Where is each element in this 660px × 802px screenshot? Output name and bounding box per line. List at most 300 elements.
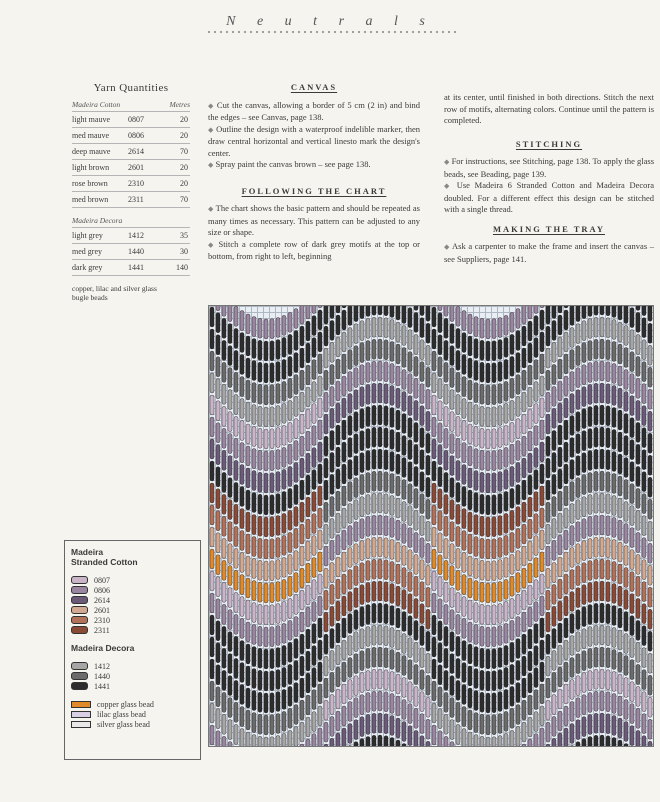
stitch-mark bbox=[354, 588, 358, 608]
diamond-bullet-icon: ◆ bbox=[208, 240, 215, 249]
stitch-mark bbox=[348, 327, 352, 347]
stitch-mark bbox=[402, 721, 406, 741]
stitch-mark bbox=[264, 451, 268, 471]
stitch-mark bbox=[558, 381, 562, 401]
stitch-mark bbox=[294, 419, 298, 439]
stitch-mark bbox=[606, 560, 610, 580]
stitch-mark bbox=[390, 385, 394, 405]
stitch-mark bbox=[420, 560, 424, 580]
stitch-mark bbox=[258, 318, 262, 338]
key-beads-list bbox=[65, 699, 200, 729]
stitch-mark bbox=[444, 670, 448, 690]
stitch-mark bbox=[528, 497, 532, 517]
stitch-mark bbox=[234, 460, 238, 480]
stitch-mark bbox=[342, 420, 346, 440]
stitch-mark bbox=[240, 663, 244, 683]
stitch-mark bbox=[246, 622, 250, 642]
stitch-mark bbox=[288, 488, 292, 508]
stitch-mark bbox=[234, 592, 238, 612]
stitch-mark bbox=[270, 341, 274, 361]
stitch-mark bbox=[288, 620, 292, 640]
stitch-mark bbox=[330, 716, 334, 736]
stitch-mark bbox=[624, 325, 628, 345]
stitch-mark bbox=[594, 625, 598, 645]
stitch-mark bbox=[276, 428, 280, 448]
stitch-mark bbox=[612, 429, 616, 449]
stitch-mark bbox=[618, 366, 622, 386]
stitch-mark bbox=[222, 648, 226, 668]
stitch-mark bbox=[342, 574, 346, 594]
stitch-mark bbox=[240, 685, 244, 705]
diamond-bullet-icon: ◆ bbox=[208, 101, 215, 110]
stitch-mark bbox=[240, 443, 244, 463]
stitch-mark bbox=[384, 670, 388, 690]
stitch-mark bbox=[612, 451, 616, 471]
stitch-mark bbox=[258, 560, 262, 580]
stitch-mark bbox=[516, 617, 520, 637]
stitch-mark bbox=[342, 552, 346, 572]
stitch-mark bbox=[222, 560, 226, 580]
stitch-mark bbox=[408, 418, 412, 438]
stitch-mark bbox=[510, 356, 514, 376]
stitch-mark bbox=[210, 615, 214, 635]
stitch-mark bbox=[462, 399, 466, 419]
stitch-mark bbox=[252, 625, 256, 645]
stitch-mark bbox=[348, 371, 352, 391]
stitch-mark bbox=[576, 522, 580, 542]
stitch-mark bbox=[492, 385, 496, 405]
stitch-mark bbox=[228, 368, 232, 388]
stitch-mark bbox=[534, 470, 538, 490]
stitch-mark bbox=[624, 567, 628, 587]
stitch-mark bbox=[468, 380, 472, 400]
stitch-mark bbox=[582, 306, 586, 319]
key-code: 1440 bbox=[94, 671, 110, 681]
stitch-mark bbox=[642, 406, 646, 426]
stitch-mark bbox=[486, 561, 490, 581]
stitch-mark bbox=[504, 513, 508, 533]
stitch-mark bbox=[276, 340, 280, 360]
stitch-mark bbox=[450, 588, 454, 608]
stitch-mark bbox=[240, 553, 244, 573]
stitch-mark bbox=[636, 730, 640, 746]
stitch-mark bbox=[240, 707, 244, 727]
stitch-mark bbox=[282, 645, 286, 665]
stitch-mark bbox=[300, 436, 304, 456]
stitch-mark bbox=[546, 524, 550, 544]
stitch-mark bbox=[396, 388, 400, 408]
stitch-mark bbox=[492, 715, 496, 735]
stitch-mark bbox=[414, 444, 418, 464]
stitch-mark bbox=[510, 510, 514, 530]
stitch-mark bbox=[456, 394, 460, 414]
stitch-mark bbox=[390, 341, 394, 361]
stitch-mark bbox=[354, 306, 358, 322]
stitch-mark bbox=[222, 450, 226, 470]
stitch-mark bbox=[564, 486, 568, 506]
stitch-mark bbox=[564, 376, 568, 396]
stitch-mark bbox=[432, 659, 436, 679]
stitch-mark bbox=[414, 686, 418, 706]
stitch-mark bbox=[294, 463, 298, 483]
stitch-mark bbox=[486, 737, 490, 746]
stitch-mark bbox=[576, 566, 580, 586]
stitch-mark bbox=[312, 668, 316, 688]
stitch-mark bbox=[246, 402, 250, 422]
stitch-mark bbox=[318, 442, 322, 462]
stitch-mark bbox=[534, 558, 538, 578]
stitch-mark bbox=[246, 358, 250, 378]
stitch-mark bbox=[252, 713, 256, 733]
stitch-mark bbox=[552, 320, 556, 340]
key-code: 2614 bbox=[94, 595, 110, 605]
stitch-mark bbox=[270, 693, 274, 713]
stitch-mark bbox=[564, 706, 568, 726]
stitch-mark bbox=[324, 414, 328, 434]
stitch-mark bbox=[294, 397, 298, 417]
stitch-mark bbox=[330, 584, 334, 604]
stitch-mark bbox=[600, 559, 604, 579]
stitch-mark bbox=[210, 571, 214, 591]
key-code: 0807 bbox=[94, 575, 110, 585]
stitch-mark bbox=[534, 536, 538, 556]
stitch-mark bbox=[402, 699, 406, 719]
stitch-mark bbox=[348, 745, 352, 746]
stitch-mark bbox=[648, 741, 652, 746]
stitch-mark bbox=[642, 362, 646, 382]
stitch-mark bbox=[432, 373, 436, 393]
stitch-mark bbox=[558, 403, 562, 423]
stitch-mark bbox=[312, 448, 316, 468]
stitch-mark bbox=[336, 645, 340, 665]
stitch-mark bbox=[600, 471, 604, 491]
stitch-mark bbox=[606, 362, 610, 382]
bead-icon bbox=[71, 721, 91, 728]
stitch-mark bbox=[330, 606, 334, 626]
yarn-code: 2311 bbox=[128, 195, 144, 204]
stitch-mark bbox=[462, 421, 466, 441]
stitch-mark bbox=[306, 431, 310, 451]
thread-swatch-icon bbox=[71, 576, 88, 584]
stitch-mark bbox=[408, 616, 412, 636]
stitch-mark bbox=[330, 306, 334, 318]
stitch-mark bbox=[270, 429, 274, 449]
stitch-mark bbox=[528, 387, 532, 407]
stitch-mark bbox=[414, 532, 418, 552]
stitch-mark bbox=[456, 504, 460, 524]
stitch-mark bbox=[630, 330, 634, 350]
stitch-mark bbox=[324, 370, 328, 390]
table-row bbox=[72, 127, 190, 143]
stitch-mark bbox=[396, 476, 400, 496]
stitch-mark bbox=[540, 530, 544, 550]
stitch-mark bbox=[624, 391, 628, 411]
stitch-mark bbox=[234, 438, 238, 458]
stitch-mark bbox=[564, 530, 568, 550]
stitch-mark bbox=[594, 669, 598, 689]
stitch-mark bbox=[444, 538, 448, 558]
stitch-mark bbox=[498, 560, 502, 580]
stitch-mark bbox=[270, 583, 274, 603]
stitch-mark bbox=[552, 342, 556, 362]
bead-icon bbox=[71, 701, 91, 708]
yarn-metres: 140 bbox=[176, 263, 188, 272]
stitch-mark bbox=[210, 549, 214, 569]
stitch-mark bbox=[300, 744, 304, 746]
stitch-mark bbox=[234, 504, 238, 524]
stitch-mark bbox=[612, 407, 616, 427]
stitch-mark bbox=[576, 654, 580, 674]
stitch-mark bbox=[588, 670, 592, 690]
stitch-mark bbox=[588, 472, 592, 492]
stitch-mark bbox=[630, 594, 634, 614]
stitch-mark bbox=[210, 505, 214, 525]
paragraph-text: Cut the canvas, allowing a border of 5 cm (2 in) and bind the edges – see Canvas, page 138. bbox=[208, 99, 421, 122]
stitch-mark bbox=[264, 385, 268, 405]
stitch-mark bbox=[336, 381, 340, 401]
stitch-mark bbox=[276, 560, 280, 580]
stitch-mark bbox=[498, 516, 502, 536]
stitch-mark bbox=[474, 713, 478, 733]
stitch-mark bbox=[486, 341, 490, 361]
stitch-mark bbox=[222, 472, 226, 492]
stitch-mark bbox=[282, 359, 286, 379]
yarn-code: 0807 bbox=[128, 115, 144, 124]
stitch-mark bbox=[444, 494, 448, 514]
stitch-mark bbox=[546, 414, 550, 434]
paragraph bbox=[208, 100, 420, 124]
stitch-mark bbox=[420, 384, 424, 404]
stitch-mark bbox=[456, 416, 460, 436]
stitch-mark bbox=[462, 377, 466, 397]
stitch-mark bbox=[582, 739, 586, 746]
stitch-mark bbox=[234, 724, 238, 744]
stitch-mark bbox=[408, 440, 412, 460]
stitch-mark bbox=[288, 466, 292, 486]
stitch-mark bbox=[516, 463, 520, 483]
yarn-code: 0806 bbox=[128, 131, 144, 140]
stitch-mark bbox=[432, 505, 436, 525]
stitch-mark bbox=[330, 408, 334, 428]
stitch-mark bbox=[264, 627, 268, 647]
stitch-mark bbox=[426, 741, 430, 746]
stitch-mark bbox=[288, 334, 292, 354]
stitch-mark bbox=[594, 383, 598, 403]
key-item bbox=[71, 671, 200, 681]
stitch-mark bbox=[360, 563, 364, 583]
stitch-mark bbox=[216, 445, 220, 465]
stitch-mark bbox=[480, 560, 484, 580]
stitch-mark bbox=[360, 409, 364, 429]
stitch-mark bbox=[378, 493, 382, 513]
stitch-mark bbox=[366, 626, 370, 646]
stitch-mark bbox=[252, 669, 256, 689]
stitch-mark bbox=[402, 413, 406, 433]
stitch-mark bbox=[558, 733, 562, 746]
stitch-mark bbox=[378, 625, 382, 645]
stitch-mark bbox=[396, 454, 400, 474]
stitch-mark bbox=[642, 560, 646, 580]
stitch-mark bbox=[570, 569, 574, 589]
stitch-mark bbox=[234, 570, 238, 590]
stitch-mark bbox=[486, 407, 490, 427]
stitch-mark bbox=[486, 649, 490, 669]
stitch-mark bbox=[552, 430, 556, 450]
stitch-mark bbox=[438, 731, 442, 746]
stitch-mark bbox=[402, 369, 406, 389]
stitch-mark bbox=[270, 649, 274, 669]
stitch-mark bbox=[264, 671, 268, 691]
stitch-mark bbox=[390, 407, 394, 427]
stitch-mark bbox=[582, 651, 586, 671]
stitch-mark bbox=[288, 312, 292, 332]
stitch-mark bbox=[252, 537, 256, 557]
stitch-mark bbox=[606, 604, 610, 624]
stitch-mark bbox=[438, 379, 442, 399]
stitch-mark bbox=[594, 735, 598, 746]
stitch-mark bbox=[576, 456, 580, 476]
stitch-mark bbox=[612, 319, 616, 339]
stitch-mark bbox=[246, 468, 250, 488]
stitch-mark bbox=[390, 363, 394, 383]
stitch-mark bbox=[300, 480, 304, 500]
stitch-mark bbox=[648, 587, 652, 607]
stitch-mark bbox=[402, 545, 406, 565]
stitch-mark bbox=[228, 306, 232, 322]
yarn-code: 2614 bbox=[128, 147, 144, 156]
stitch-mark bbox=[306, 453, 310, 473]
stitch-mark bbox=[576, 434, 580, 454]
stitch-mark bbox=[324, 458, 328, 478]
stitch-mark bbox=[630, 352, 634, 372]
stitch-mark bbox=[438, 511, 442, 531]
stitch-mark bbox=[324, 326, 328, 346]
table-row bbox=[72, 243, 190, 259]
stitch-mark bbox=[264, 649, 268, 669]
stitch-mark bbox=[522, 392, 526, 412]
stitch-mark bbox=[480, 648, 484, 668]
stitch-mark bbox=[360, 475, 364, 495]
stitch-mark bbox=[360, 453, 364, 473]
stitch-mark bbox=[462, 355, 466, 375]
stitch-mark bbox=[438, 643, 442, 663]
stitch-mark bbox=[492, 539, 496, 559]
stitch-mark bbox=[306, 343, 310, 363]
stitch-mark bbox=[480, 340, 484, 360]
stitch-mark bbox=[234, 372, 238, 392]
stitch-mark bbox=[408, 462, 412, 482]
stitch-mark bbox=[486, 715, 490, 735]
stitch-mark bbox=[504, 425, 508, 445]
stitch-mark bbox=[468, 424, 472, 444]
stitch-mark bbox=[420, 670, 424, 690]
stitch-mark bbox=[612, 627, 616, 647]
stitch-mark bbox=[516, 661, 520, 681]
stitch-mark bbox=[318, 552, 322, 572]
stitch-mark bbox=[612, 693, 616, 713]
paragraph-text: Stitch a complete row of dark grey motifs at the top or bottom, from right to left, beginning bbox=[208, 238, 421, 261]
stitch-mark bbox=[228, 478, 232, 498]
stitch-mark bbox=[618, 306, 622, 320]
stitch-mark bbox=[444, 428, 448, 448]
stitch-mark bbox=[246, 534, 250, 554]
stitch-mark bbox=[582, 673, 586, 693]
stitch-mark bbox=[486, 605, 490, 625]
stitch-mark bbox=[426, 521, 430, 541]
stitch-mark bbox=[444, 340, 448, 360]
stitch-mark bbox=[456, 680, 460, 700]
yarn-name: light grey bbox=[72, 231, 103, 240]
stitch-mark bbox=[558, 645, 562, 665]
stitch-mark bbox=[606, 384, 610, 404]
stitch-mark bbox=[240, 597, 244, 617]
stitch-mark bbox=[534, 514, 538, 534]
stitch-mark bbox=[306, 541, 310, 561]
stitch-mark bbox=[336, 337, 340, 357]
stitch-mark bbox=[522, 744, 526, 746]
stitch-mark bbox=[426, 433, 430, 453]
stitch-mark bbox=[534, 580, 538, 600]
stitch-mark bbox=[270, 539, 274, 559]
stitch-mark bbox=[510, 620, 514, 640]
stitch-mark bbox=[564, 574, 568, 594]
stitch-mark bbox=[510, 576, 514, 596]
stitch-mark bbox=[546, 392, 550, 412]
stitch-mark bbox=[366, 560, 370, 580]
stitch-mark bbox=[216, 709, 220, 729]
stitch-mark bbox=[480, 406, 484, 426]
stitch-mark bbox=[282, 557, 286, 577]
stitch-mark bbox=[444, 692, 448, 712]
stitch-mark bbox=[324, 678, 328, 698]
stitch-mark bbox=[354, 544, 358, 564]
stitch-mark bbox=[636, 334, 640, 354]
stitch-mark bbox=[258, 406, 262, 426]
stitch-mark bbox=[588, 516, 592, 536]
stitch-mark bbox=[630, 418, 634, 438]
stitch-mark bbox=[468, 666, 472, 686]
stitch-mark bbox=[348, 701, 352, 721]
stitch-mark bbox=[228, 698, 232, 718]
stitch-mark bbox=[594, 713, 598, 733]
cotton-label: Madeira Cotton bbox=[72, 100, 121, 109]
stitch-mark bbox=[282, 601, 286, 621]
stitch-mark bbox=[438, 306, 442, 311]
stitch-mark bbox=[474, 647, 478, 667]
stitch-mark bbox=[474, 537, 478, 557]
stitch-mark bbox=[462, 553, 466, 573]
stitch-mark bbox=[402, 391, 406, 411]
stitch-mark bbox=[312, 470, 316, 490]
stitch-mark bbox=[594, 361, 598, 381]
stitch-mark bbox=[618, 410, 622, 430]
stitch-mark bbox=[360, 321, 364, 341]
stitch-mark bbox=[444, 582, 448, 602]
stitch-mark bbox=[366, 692, 370, 712]
stitch-mark bbox=[348, 415, 352, 435]
stitch-mark bbox=[486, 473, 490, 493]
stitch-mark bbox=[288, 444, 292, 464]
stitch-mark bbox=[246, 380, 250, 400]
stitch-mark bbox=[492, 737, 496, 746]
stitch-mark bbox=[642, 692, 646, 712]
stitch-mark bbox=[444, 362, 448, 382]
stitch-mark bbox=[414, 664, 418, 684]
stitch-mark bbox=[432, 549, 436, 569]
stitch-mark bbox=[642, 494, 646, 514]
stitch-mark bbox=[330, 452, 334, 472]
stitch-mark bbox=[384, 494, 388, 514]
